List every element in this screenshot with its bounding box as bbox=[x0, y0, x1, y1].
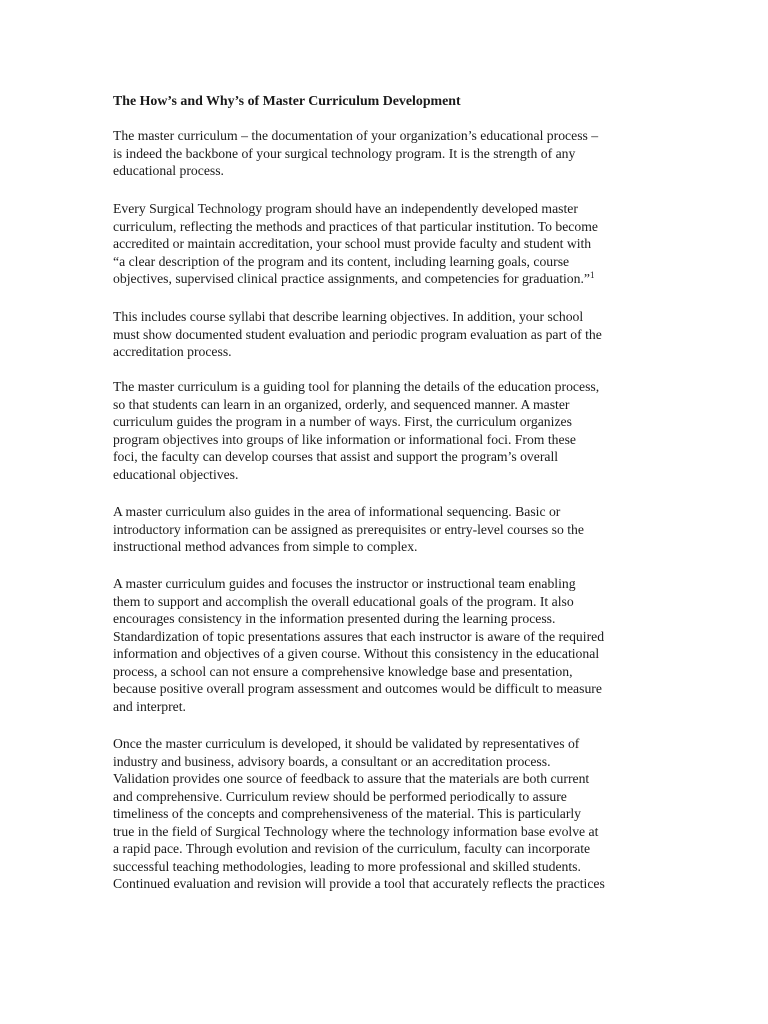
text-line: The master curriculum is a guiding tool for planning the details of the education process, bbox=[113, 379, 600, 394]
text-line: true in the field of Surgical Technology where the technology information base evolve at bbox=[113, 823, 599, 839]
paragraph bbox=[113, 308, 658, 361]
text-line: industry and business, advisory boards, a consultant or an accreditation process. bbox=[113, 753, 551, 769]
paragraph bbox=[113, 127, 658, 180]
text-line: objectives, supervised clinical practice assignments, and competencies for graduation.” bbox=[113, 271, 590, 286]
text-line: The master curriculum – the documentation of your organization’s educational process – bbox=[113, 128, 599, 143]
text-line: process, a school can not ensure a comprehensive knowledge base and presentation, bbox=[113, 663, 573, 679]
paragraph bbox=[113, 503, 658, 556]
text-line: must show documented student evaluation and periodic program evaluation as part of the bbox=[113, 326, 602, 342]
text-line: them to support and accomplish the overall educational goals of the program. It also bbox=[113, 593, 574, 609]
paragraph bbox=[113, 735, 658, 893]
text-line: accredited or maintain accreditation, your school must provide faculty and student with bbox=[113, 236, 592, 251]
paragraph bbox=[113, 575, 658, 715]
text-line: foci, the faculty can develop courses that assist and support the program’s overall bbox=[113, 449, 559, 464]
text-line: and comprehensive. Curriculum review should be performed periodically to assure bbox=[113, 788, 567, 804]
text-line: encourages consistency in the information presented during the learning process. bbox=[113, 611, 556, 626]
text-line: so that students can learn in an organized, orderly, and sequenced manner. A master bbox=[113, 396, 570, 412]
text-line: program objectives into groups of like information or informational foci. From these bbox=[113, 431, 576, 447]
text-line: curriculum guides the program in a number of ways. First, the curriculum organizes bbox=[113, 414, 572, 429]
document-title: The How’s and Why’s of Master Curriculum Development bbox=[113, 94, 461, 109]
text-line: and interpret. bbox=[113, 698, 186, 714]
text-line: successful teaching methodologies, leading to more professional and skilled students. bbox=[113, 858, 581, 874]
text-line: educational objectives. bbox=[113, 466, 239, 482]
text-line: information and objectives of a given course. Without this consistency in the educational bbox=[113, 646, 600, 661]
text-line: Validation provides one source of feedback to assure that the materials are both current bbox=[113, 771, 590, 786]
text-line: introductory information can be assigned as prerequisites or entry-level courses so the bbox=[113, 521, 584, 537]
text-line: accreditation process. bbox=[113, 344, 232, 359]
text-line: A master curriculum guides and focuses the instructor or instructional team enabling bbox=[113, 576, 576, 591]
footnote-marker: 1 bbox=[590, 270, 595, 280]
text-line: timeliness of the concepts and comprehensiveness of the material. This is particularly bbox=[113, 806, 582, 821]
text-line: is indeed the backbone of your surgical technology program. It is the strength of any bbox=[113, 145, 576, 161]
text-line: a rapid pace. Through evolution and revision of the curriculum, faculty can incorporate bbox=[113, 841, 591, 856]
text-line: This includes course syllabi that describe learning objectives. In addition, your school bbox=[113, 309, 584, 324]
paragraph bbox=[113, 200, 658, 288]
text-line: educational process. bbox=[113, 163, 224, 178]
text-line: instructional method advances from simple to complex. bbox=[113, 539, 418, 554]
text-line: Standardization of topic presentations assures that each instructor is aware of the required bbox=[113, 628, 605, 644]
text-line: because positive overall program assessment and outcomes would be difficult to measure bbox=[113, 681, 602, 696]
text-line: A master curriculum also guides in the area of informational sequencing. Basic or bbox=[113, 504, 561, 519]
text-line: Continued evaluation and revision will provide a tool that accurately reflects the practices bbox=[113, 876, 605, 891]
text-line: Once the master curriculum is developed, it should be validated by representatives of bbox=[113, 736, 580, 751]
text-line: Every Surgical Technology program should have an independently developed master bbox=[113, 201, 578, 216]
text-line-with-footnote bbox=[113, 270, 658, 288]
text-line: curriculum, reflecting the methods and practices of that particular institution. To become bbox=[113, 218, 598, 234]
text-line: “a clear description of the program and its content, including learning goals, course bbox=[113, 253, 570, 269]
paragraph bbox=[113, 378, 658, 483]
